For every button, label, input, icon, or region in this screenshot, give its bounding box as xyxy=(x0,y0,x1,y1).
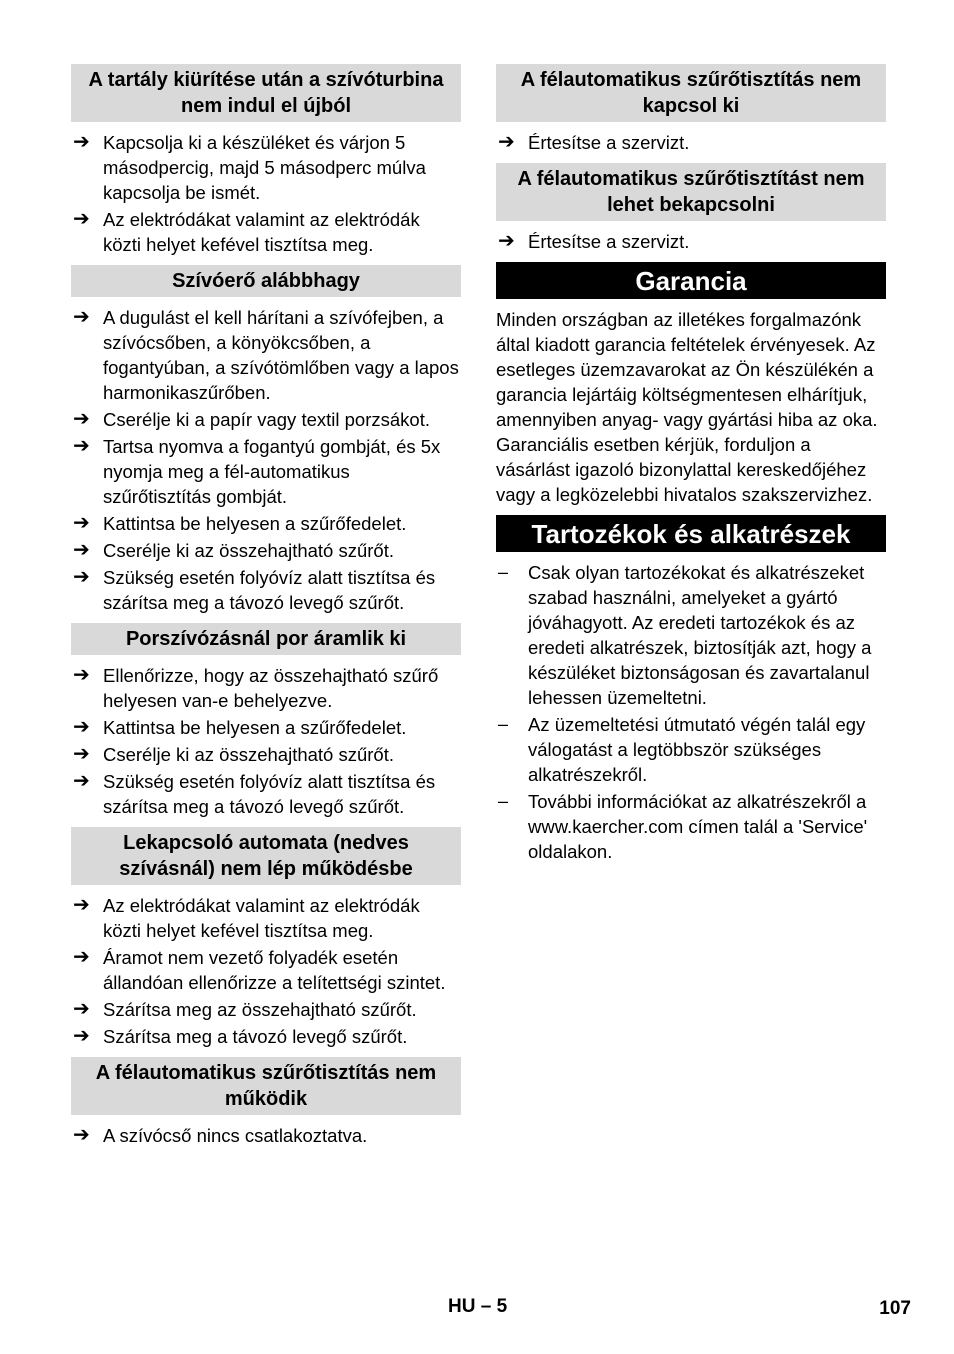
arrow-right-icon: ➔ xyxy=(73,946,90,968)
arrow-right-icon: ➔ xyxy=(73,435,90,457)
list-item-text: Értesítse a szervizt. xyxy=(528,231,690,252)
list-item-text: Szárítsa meg az összehajtható szűrőt. xyxy=(103,999,417,1020)
list-item xyxy=(496,712,886,787)
list-item-text: Áramot nem vezető folyadék esetén állandóan ellenőrizze a telítettségi szintet. xyxy=(103,947,446,993)
arrow-right-icon: ➔ xyxy=(73,539,90,561)
arrow-right-icon: ➔ xyxy=(73,743,90,765)
garancia-heading: Garancia xyxy=(496,262,886,299)
list-item xyxy=(71,538,461,563)
accessories-heading: Tartozékok és alkatrészek xyxy=(496,515,886,552)
list-item-text: További információkat az alkatrészekről a www.kaercher.com címen talál a 'Service' oldalakon. xyxy=(528,791,868,862)
left-column xyxy=(71,64,461,1156)
instruction-list xyxy=(71,663,461,819)
list-item-text: Az üzemeltetési útmutató végén talál egy válogatást a legtöbbször szükséges alkatrészekről. xyxy=(528,714,866,785)
arrow-right-icon: ➔ xyxy=(73,770,90,792)
list-item xyxy=(71,769,461,819)
list-item xyxy=(71,305,461,405)
instruction-list xyxy=(71,893,461,1049)
footer-section-label: HU – 5 xyxy=(448,1296,508,1317)
list-item xyxy=(71,1123,461,1148)
accessories-list xyxy=(496,560,886,864)
section-heading-filter-cleaning-no-start: A félautomatikus szűrőtisztítást nem lehet bekapcsolni xyxy=(496,163,886,221)
list-item-text: Az elektródákat valamint az elektródák közti helyet kefével tisztítsa meg. xyxy=(103,895,420,941)
arrow-right-icon: ➔ xyxy=(73,1025,90,1047)
list-item-text: Kapcsolja ki a készüléket és várjon 5 másodpercig, majd 5 másodperc múlva kapcsolja be ismét. xyxy=(103,132,426,203)
arrow-right-icon: ➔ xyxy=(73,306,90,328)
list-item xyxy=(71,207,461,257)
list-item xyxy=(496,560,886,710)
arrow-right-icon: ➔ xyxy=(73,998,90,1020)
page-number: 107 xyxy=(879,1298,911,1319)
list-item xyxy=(71,1024,461,1049)
list-item-text: Szükség esetén folyóvíz alatt tisztítsa és szárítsa meg a távozó levegő szűrőt. xyxy=(103,771,436,817)
list-item-text: Értesítse a szervizt. xyxy=(528,132,690,153)
arrow-right-icon: ➔ xyxy=(73,131,90,153)
arrow-right-icon: ➔ xyxy=(498,131,515,153)
list-item xyxy=(71,945,461,995)
section-heading-filter-cleaning-fails: A félautomatikus szűrőtisztítás nem működik xyxy=(71,1057,461,1115)
section-heading-auto-shutoff: Lekapcsoló automata (nedves szívásnál) nem lép működésbe xyxy=(71,827,461,885)
dash-icon: – xyxy=(498,791,509,811)
dash-icon: – xyxy=(498,562,509,582)
list-item-text: Tartsa nyomva a fogantyú gombját, és 5x nyomja meg a fél-automatikus szűrőtisztítás gombját. xyxy=(103,436,441,507)
list-item xyxy=(71,715,461,740)
arrow-right-icon: ➔ xyxy=(498,230,515,252)
list-item xyxy=(71,742,461,767)
list-item-text: Kattintsa be helyesen a szűrőfedelet. xyxy=(103,717,407,738)
list-item xyxy=(71,663,461,713)
list-item xyxy=(71,511,461,536)
arrow-right-icon: ➔ xyxy=(73,716,90,738)
list-item-text: Ellenőrizze, hogy az összehajtható szűrő helyesen van-e behelyezve. xyxy=(103,665,439,711)
list-item-text: Cserélje ki a papír vagy textil porzsákot. xyxy=(103,409,430,430)
list-item-text: Csak olyan tartozékokat és alkatrészeket szabad használni, amelyeket a gyártó jóváhagyott. Az eredeti tartozékok és az eredeti alkatrészek, biztosítják azt, hogy a készüléket biztonságosan és zavartalanul lehessen üzemeltetni. xyxy=(528,562,872,708)
dash-icon: – xyxy=(498,714,509,734)
instruction-list xyxy=(71,1123,461,1148)
list-item xyxy=(496,229,886,254)
list-item-text: Cserélje ki az összehajtható szűrőt. xyxy=(103,540,394,561)
garancia-text: Minden országban az illetékes forgalmazónk által kiadott garancia feltételek érvényesek. Az esetleges üzemzavarokat az Ön készülékén a garancia lejártáig költségmentesen elhárítjuk, amennyiben anyag- vagy gyártási hiba az oka. Garanciális esetben kérjük, forduljon a vásárlást igazoló bizonylattal kereskedőjéhez vagy a legközelebbi hivatalos szakszervizhez. xyxy=(496,309,878,505)
list-item-text: Kattintsa be helyesen a szűrőfedelet. xyxy=(103,513,407,534)
list-item xyxy=(71,130,461,205)
instruction-list xyxy=(496,229,886,254)
instruction-list xyxy=(71,305,461,615)
arrow-right-icon: ➔ xyxy=(73,566,90,588)
list-item-text: Szárítsa meg a távozó levegő szűrőt. xyxy=(103,1026,408,1047)
list-item-text: Cserélje ki az összehajtható szűrőt. xyxy=(103,744,394,765)
list-item xyxy=(496,130,886,155)
section-heading-dust-escapes: Porszívózásnál por áramlik ki xyxy=(71,623,461,655)
list-item-text: Szükség esetén folyóvíz alatt tisztítsa és szárítsa meg a távozó levegő szűrőt. xyxy=(103,567,436,613)
list-item-text: A dugulást el kell hárítani a szívófejben, a szívócsőben, a könyökcsőben, a fogantyúban, a szívótömlőben vagy a lapos harmonikaszűrőben. xyxy=(103,307,459,403)
arrow-right-icon: ➔ xyxy=(73,894,90,916)
arrow-right-icon: ➔ xyxy=(73,1124,90,1146)
arrow-right-icon: ➔ xyxy=(73,208,90,230)
section-heading-turbine-restart: A tartály kiürítése után a szívóturbina nem indul el újból xyxy=(71,64,461,122)
list-item xyxy=(71,997,461,1022)
list-item-text: Az elektródákat valamint az elektródák közti helyet kefével tisztítsa meg. xyxy=(103,209,420,255)
arrow-right-icon: ➔ xyxy=(73,408,90,430)
section-heading-filter-cleaning-no-stop: A félautomatikus szűrőtisztítás nem kapcsol ki xyxy=(496,64,886,122)
list-item xyxy=(496,789,886,864)
right-column xyxy=(496,64,886,872)
instruction-list xyxy=(496,130,886,155)
arrow-right-icon: ➔ xyxy=(73,664,90,686)
list-item xyxy=(71,434,461,509)
list-item xyxy=(71,407,461,432)
list-item xyxy=(71,893,461,943)
list-item-text: A szívócső nincs csatlakoztatva. xyxy=(103,1125,368,1146)
section-heading-suction-power: Szívóerő alábbhagy xyxy=(71,265,461,297)
arrow-right-icon: ➔ xyxy=(73,512,90,534)
instruction-list xyxy=(71,130,461,257)
list-item xyxy=(71,565,461,615)
